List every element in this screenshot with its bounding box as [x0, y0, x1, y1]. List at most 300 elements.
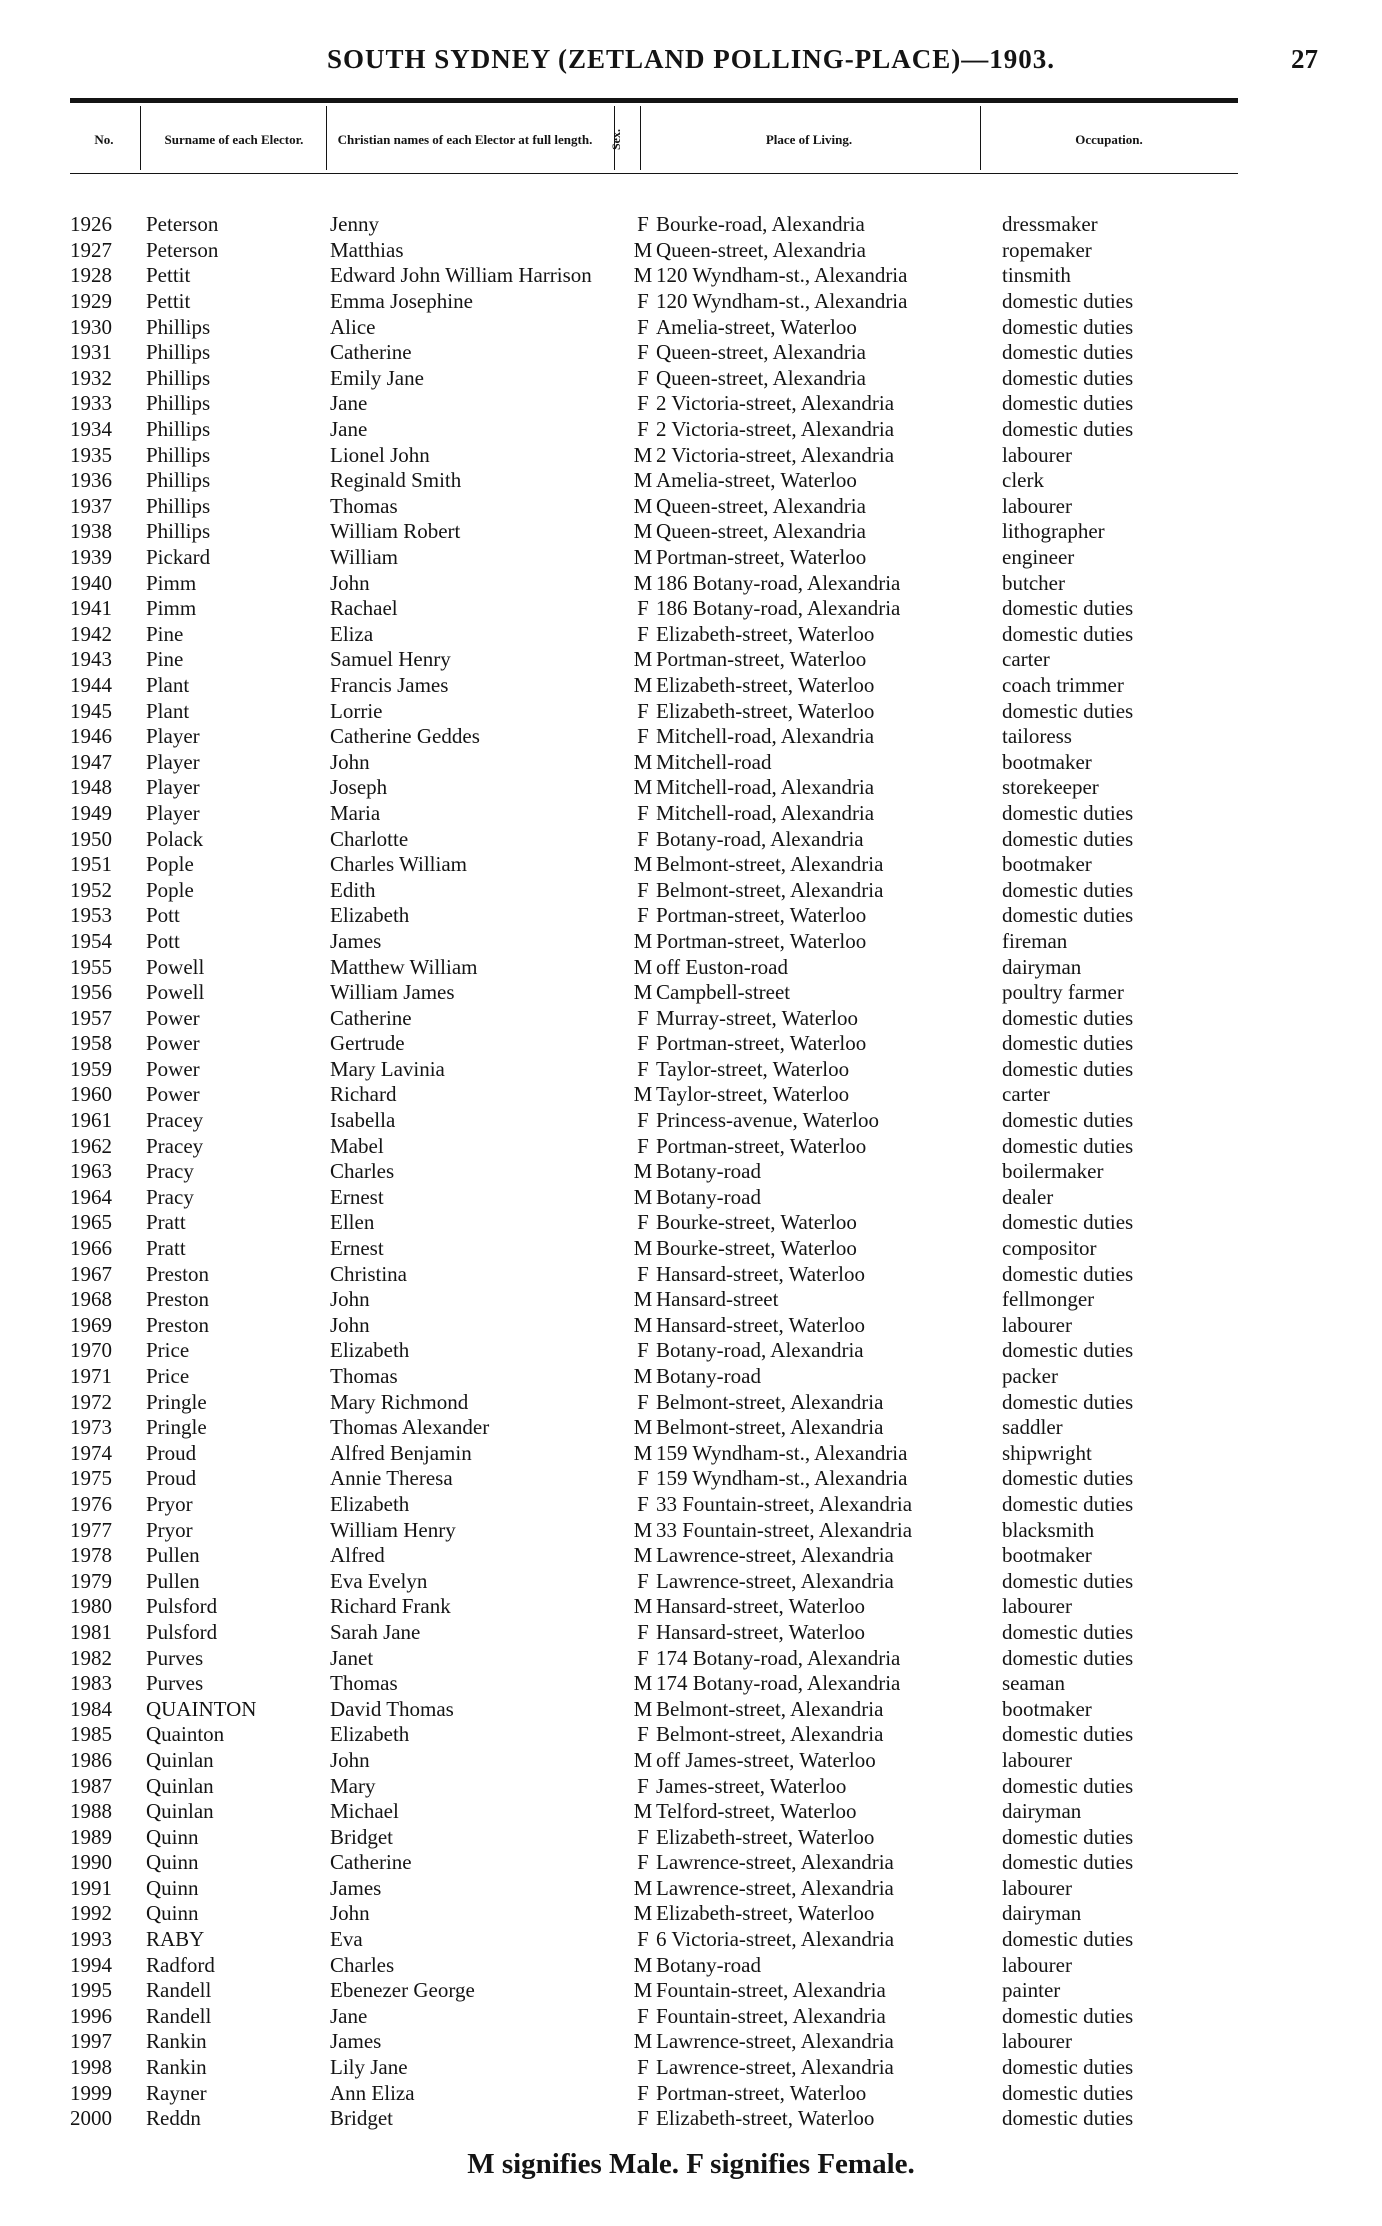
table-row — [70, 929, 1232, 955]
elector-surname: Quinn — [146, 1901, 199, 1926]
table-row — [70, 903, 1232, 929]
elector-occupation: domestic duties — [1002, 1568, 1134, 1593]
elector-occupation: blacksmith — [1002, 1517, 1095, 1542]
elector-number: 1941 — [70, 596, 112, 621]
elector-sex: M — [633, 1952, 653, 1977]
elector-place-of-living: 120 Wyndham-st., Alexandria — [656, 289, 908, 314]
elector-surname: Phillips — [146, 391, 211, 416]
elector-occupation: labourer — [1002, 2029, 1072, 2054]
elector-occupation: engineer — [1002, 545, 1075, 570]
elector-number: 1981 — [70, 1619, 112, 1644]
elector-occupation: domestic duties — [1002, 826, 1134, 851]
elector-occupation: domestic duties — [1002, 1466, 1134, 1491]
elector-place-of-living: Amelia-street, Waterloo — [656, 468, 857, 493]
table-row — [70, 1543, 1232, 1569]
elector-occupation: labourer — [1002, 1312, 1072, 1337]
elector-sex: F — [637, 289, 649, 314]
elector-sex: F — [637, 340, 649, 365]
elector-occupation: domestic duties — [1002, 2003, 1134, 2028]
elector-christian-names: John — [330, 1287, 370, 1312]
elector-christian-names: Edward John William Harrison — [330, 263, 592, 288]
table-row — [70, 2106, 1232, 2132]
elector-occupation: domestic duties — [1002, 1005, 1134, 1030]
elector-number: 1932 — [70, 365, 112, 390]
elector-sex: F — [637, 1773, 649, 1798]
elector-sex: F — [637, 1108, 649, 1133]
column-divider — [980, 106, 981, 170]
elector-occupation: labourer — [1002, 1875, 1072, 1900]
elector-occupation: domestic duties — [1002, 340, 1134, 365]
elector-surname: Phillips — [146, 365, 211, 390]
elector-occupation: storekeeper — [1002, 775, 1099, 800]
elector-occupation: domestic duties — [1002, 1722, 1134, 1747]
elector-christian-names: John — [330, 1312, 370, 1337]
elector-number: 1958 — [70, 1031, 112, 1056]
table-row — [70, 801, 1232, 827]
table-row — [70, 1824, 1232, 1850]
elector-occupation: domestic duties — [1002, 289, 1134, 314]
elector-number: 1967 — [70, 1261, 112, 1286]
elector-number: 1993 — [70, 1927, 112, 1952]
elector-number: 1970 — [70, 1338, 112, 1363]
table-row — [70, 1210, 1232, 1236]
elector-christian-names: Mary — [330, 1773, 376, 1798]
elector-christian-names: Francis James — [330, 672, 449, 697]
table-row — [70, 1799, 1232, 1825]
elector-surname: Pringle — [146, 1389, 207, 1414]
elector-sex: F — [637, 1261, 649, 1286]
elector-occupation: domestic duties — [1002, 621, 1134, 646]
elector-christian-names: Catherine — [330, 1850, 412, 1875]
elector-sex: F — [637, 1005, 649, 1030]
elector-occupation: dealer — [1002, 1184, 1054, 1209]
elector-place-of-living: Amelia-street, Waterloo — [656, 314, 857, 339]
elector-surname: Phillips — [146, 493, 211, 518]
elector-christian-names: Matthias — [330, 237, 404, 262]
elector-surname: Pulsford — [146, 1619, 218, 1644]
elector-place-of-living: Queen-street, Alexandria — [656, 519, 866, 544]
elector-sex: M — [633, 1747, 653, 1772]
elector-sex: M — [633, 1696, 653, 1721]
elector-occupation: domestic duties — [1002, 1389, 1134, 1414]
elector-surname: Pryor — [146, 1491, 193, 1516]
elector-christian-names: Edith — [330, 877, 376, 902]
elector-occupation: domestic duties — [1002, 1773, 1134, 1798]
table-row — [70, 1389, 1232, 1415]
elector-christian-names: Ellen — [330, 1210, 375, 1235]
elector-occupation: tinsmith — [1002, 263, 1071, 288]
elector-sex: M — [633, 1415, 653, 1440]
elector-sex: F — [637, 365, 649, 390]
elector-occupation: tailoress — [1002, 724, 1072, 749]
elector-sex: M — [633, 775, 653, 800]
elector-sex: F — [637, 2055, 649, 2080]
elector-surname: Pringle — [146, 1415, 207, 1440]
elector-christian-names: Ernest — [330, 1184, 384, 1209]
table-row — [70, 1850, 1232, 1876]
elector-place-of-living: Hansard-street, Waterloo — [656, 1261, 866, 1286]
elector-sex: F — [637, 826, 649, 851]
elector-surname: Randell — [146, 2003, 212, 2028]
elector-occupation: dressmaker — [1002, 212, 1098, 237]
elector-sex: F — [637, 1619, 649, 1644]
elector-sex: M — [633, 468, 653, 493]
elector-number: 1947 — [70, 749, 112, 774]
elector-place-of-living: Portman-street, Waterloo — [656, 647, 867, 672]
elector-christian-names: Thomas — [330, 1364, 398, 1389]
elector-place-of-living: Hansard-street, Waterloo — [656, 1619, 866, 1644]
header-rule — [70, 98, 1238, 103]
elector-surname: Phillips — [146, 314, 211, 339]
elector-number: 1944 — [70, 672, 112, 697]
elector-christian-names: Bridget — [330, 1824, 393, 1849]
elector-christian-names: Lionel John — [330, 442, 430, 467]
elector-occupation: labourer — [1002, 442, 1072, 467]
elector-number: 1960 — [70, 1082, 112, 1107]
table-row — [70, 1261, 1232, 1287]
elector-surname: Phillips — [146, 442, 211, 467]
elector-occupation: domestic duties — [1002, 2106, 1134, 2131]
elector-christian-names: David Thomas — [330, 1696, 454, 1721]
elector-number: 1955 — [70, 954, 112, 979]
elector-place-of-living: off Euston-road — [656, 954, 788, 979]
elector-surname: Price — [146, 1364, 190, 1389]
elector-place-of-living: 2 Victoria-street, Alexandria — [656, 442, 895, 467]
elector-place-of-living: Queen-street, Alexandria — [656, 493, 866, 518]
elector-number: 1963 — [70, 1159, 112, 1184]
elector-sex: M — [633, 2029, 653, 2054]
elector-place-of-living: 6 Victoria-street, Alexandria — [656, 1927, 895, 1952]
elector-sex: M — [633, 1236, 653, 1261]
elector-sex: M — [633, 1184, 653, 1209]
elector-sex: F — [637, 1031, 649, 1056]
elector-surname: Quinlan — [146, 1773, 214, 1798]
elector-place-of-living: Botany-road — [656, 1364, 761, 1389]
elector-sex: M — [633, 1875, 653, 1900]
elector-christian-names: Maria — [330, 800, 381, 825]
elector-sex: M — [633, 519, 653, 544]
table-row — [70, 596, 1232, 622]
elector-christian-names: Reginald Smith — [330, 468, 462, 493]
elector-surname: Rayner — [146, 2080, 207, 2105]
table-row — [70, 1082, 1232, 1108]
elector-place-of-living: 186 Botany-road, Alexandria — [656, 570, 901, 595]
elector-christian-names: Mary Lavinia — [330, 1056, 445, 1081]
table-row — [70, 1287, 1232, 1313]
elector-occupation: butcher — [1002, 570, 1065, 595]
elector-sex: F — [637, 724, 649, 749]
elector-place-of-living: Elizabeth-street, Waterloo — [656, 2106, 875, 2131]
table-row — [70, 1671, 1232, 1697]
elector-christian-names: Mary Richmond — [330, 1389, 469, 1414]
elector-sex: M — [633, 1517, 653, 1542]
elector-christian-names: Jane — [330, 417, 368, 442]
elector-surname: Proud — [146, 1466, 197, 1491]
elector-surname: Rankin — [146, 2029, 207, 2054]
elector-place-of-living: 33 Fountain-street, Alexandria — [656, 1491, 913, 1516]
elector-occupation: domestic duties — [1002, 1927, 1134, 1952]
elector-christian-names: Jane — [330, 391, 368, 416]
table-row — [70, 468, 1232, 494]
page-title: SOUTH SYDNEY (ZETLAND POLLING-PLACE)—1903. — [326, 44, 1056, 74]
table-row — [70, 980, 1232, 1006]
elector-occupation: seaman — [1002, 1671, 1065, 1696]
table-row — [70, 366, 1232, 392]
table-row — [70, 1901, 1232, 1927]
elector-surname: Player — [146, 775, 200, 800]
table-row — [70, 1773, 1232, 1799]
elector-sex: M — [633, 1543, 653, 1568]
elector-surname: Pine — [146, 647, 184, 672]
elector-sex: F — [637, 596, 649, 621]
elector-occupation: labourer — [1002, 1952, 1072, 1977]
table-row — [70, 494, 1232, 520]
elector-sex: F — [637, 391, 649, 416]
elector-sex: M — [633, 954, 653, 979]
elector-place-of-living: Portman-street, Waterloo — [656, 928, 867, 953]
elector-number: 1927 — [70, 237, 112, 262]
elector-christian-names: Jenny — [330, 212, 379, 237]
elector-place-of-living: Hansard-street, Waterloo — [656, 1312, 866, 1337]
elector-sex: F — [637, 2106, 649, 2131]
elector-place-of-living: Bourke-street, Waterloo — [656, 1236, 857, 1261]
elector-occupation: domestic duties — [1002, 2055, 1134, 2080]
column-divider — [640, 106, 641, 170]
elector-number: 1962 — [70, 1133, 112, 1158]
elector-sex: F — [637, 417, 649, 442]
elector-surname: Power — [146, 1005, 200, 1030]
elector-surname: Pickard — [146, 545, 211, 570]
table-row — [70, 545, 1232, 571]
elector-sex: F — [637, 1466, 649, 1491]
elector-sex: M — [633, 442, 653, 467]
elector-christian-names: Janet — [330, 1645, 374, 1670]
elector-sex: F — [637, 212, 649, 237]
elector-place-of-living: Bourke-road, Alexandria — [656, 212, 865, 237]
elector-occupation: bootmaker — [1002, 1696, 1092, 1721]
elector-occupation: domestic duties — [1002, 903, 1134, 928]
elector-christian-names: John — [330, 570, 370, 595]
elector-sex: F — [637, 1927, 649, 1952]
elector-surname: Plant — [146, 672, 190, 697]
elector-surname: Peterson — [146, 237, 219, 262]
table-row — [70, 289, 1232, 315]
elector-place-of-living: Hansard-street — [656, 1287, 779, 1312]
elector-place-of-living: Mitchell-road, Alexandria — [656, 775, 875, 800]
elector-christian-names: Ebenezer George — [330, 1978, 475, 2003]
table-row — [70, 852, 1232, 878]
table-row — [70, 877, 1232, 903]
elector-occupation: dairyman — [1002, 1901, 1082, 1926]
elector-christian-names: Emily Jane — [330, 365, 424, 390]
elector-number: 1931 — [70, 340, 112, 365]
column-header-occupation: Occupation. — [1075, 132, 1143, 147]
elector-sex: F — [637, 1568, 649, 1593]
elector-place-of-living: Elizabeth-street, Waterloo — [656, 1824, 875, 1849]
elector-surname: Pimm — [146, 596, 197, 621]
elector-sex: F — [637, 1850, 649, 1875]
elector-place-of-living: Hansard-street, Waterloo — [656, 1594, 866, 1619]
table-row — [70, 2029, 1232, 2055]
elector-number: 1949 — [70, 800, 112, 825]
elector-place-of-living: Portman-street, Waterloo — [656, 2080, 867, 2105]
elector-number: 1961 — [70, 1108, 112, 1133]
elector-occupation: domestic duties — [1002, 698, 1134, 723]
elector-surname: Powell — [146, 954, 205, 979]
table-row — [70, 238, 1232, 264]
table-row — [70, 314, 1232, 340]
elector-sex: F — [637, 1389, 649, 1414]
elector-christian-names: William Henry — [330, 1517, 456, 1542]
table-row — [70, 2004, 1232, 2030]
table-row — [70, 570, 1232, 596]
table-row — [70, 1696, 1232, 1722]
table-row — [70, 1492, 1232, 1518]
elector-christian-names: Richard Frank — [330, 1594, 451, 1619]
elector-sex: M — [633, 545, 653, 570]
elector-place-of-living: Portman-street, Waterloo — [656, 903, 867, 928]
elector-surname: Pullen — [146, 1543, 200, 1568]
table-row — [70, 519, 1232, 545]
elector-occupation: domestic duties — [1002, 1056, 1134, 1081]
elector-christian-names: William — [330, 545, 398, 570]
elector-sex: M — [633, 1978, 653, 2003]
elector-surname: Purves — [146, 1645, 204, 1670]
table-row — [70, 1466, 1232, 1492]
elector-occupation: lithographer — [1002, 519, 1105, 544]
elector-christian-names: Samuel Henry — [330, 647, 451, 672]
elector-place-of-living: Elizabeth-street, Waterloo — [656, 698, 875, 723]
elector-number: 1929 — [70, 289, 112, 314]
elector-place-of-living: 120 Wyndham-st., Alexandria — [656, 263, 908, 288]
elector-sex: M — [633, 1312, 653, 1337]
elector-number: 1985 — [70, 1722, 112, 1747]
elector-place-of-living: Taylor-street, Waterloo — [656, 1056, 850, 1081]
elector-surname: Power — [146, 1082, 200, 1107]
sex-legend: M signifies Male. F signifies Female. — [467, 2148, 915, 2180]
elector-sex: M — [633, 980, 653, 1005]
column-header-place: Place of Living. — [765, 132, 853, 147]
elector-occupation: painter — [1002, 1978, 1061, 2003]
elector-number: 1975 — [70, 1466, 112, 1491]
elector-surname: Pople — [146, 877, 194, 902]
elector-occupation: domestic duties — [1002, 1261, 1134, 1286]
elector-place-of-living: 159 Wyndham-st., Alexandria — [656, 1440, 908, 1465]
elector-place-of-living: Botany-road — [656, 1184, 761, 1209]
elector-occupation: fireman — [1002, 928, 1068, 953]
elector-occupation: boilermaker — [1002, 1159, 1104, 1184]
elector-number: 1990 — [70, 1850, 112, 1875]
elector-occupation: compositor — [1002, 1236, 1097, 1261]
elector-sex: M — [633, 1440, 653, 1465]
table-row — [70, 673, 1232, 699]
elector-surname: Quinn — [146, 1850, 199, 1875]
elector-surname: Phillips — [146, 519, 211, 544]
elector-surname: Pulsford — [146, 1594, 218, 1619]
elector-sex: M — [633, 852, 653, 877]
elector-surname: Pimm — [146, 570, 197, 595]
elector-sex: M — [633, 928, 653, 953]
elector-christian-names: Charles — [330, 1159, 395, 1184]
elector-number: 2000 — [70, 2106, 112, 2131]
table-row — [70, 263, 1232, 289]
elector-number: 1945 — [70, 698, 112, 723]
elector-number: 1957 — [70, 1005, 112, 1030]
elector-number: 1988 — [70, 1799, 112, 1824]
elector-place-of-living: Botany-road, Alexandria — [656, 826, 864, 851]
elector-surname: Quinn — [146, 1875, 199, 1900]
table-row — [70, 749, 1232, 775]
column-header-sex: Sex. — [609, 129, 623, 150]
elector-christian-names: James — [330, 2029, 382, 2054]
elector-sex: F — [637, 314, 649, 339]
elector-place-of-living: Fountain-street, Alexandria — [656, 1978, 886, 2003]
elector-surname: Powell — [146, 980, 205, 1005]
elector-surname: Preston — [146, 1261, 209, 1286]
elector-number: 1980 — [70, 1594, 112, 1619]
elector-surname: Quinlan — [146, 1747, 214, 1772]
elector-occupation: carter — [1002, 647, 1050, 672]
column-header-surname: Surname of each Elector. — [164, 132, 304, 147]
elector-place-of-living: Botany-road — [656, 1952, 761, 1977]
elector-occupation: fellmonger — [1002, 1287, 1095, 1312]
elector-christian-names: Charles William — [330, 852, 467, 877]
elector-sex: F — [637, 877, 649, 902]
elector-place-of-living: Fountain-street, Alexandria — [656, 2003, 886, 2028]
elector-place-of-living: Portman-street, Waterloo — [656, 545, 867, 570]
elector-number: 1984 — [70, 1696, 112, 1721]
table-row — [70, 1620, 1232, 1646]
table-row — [70, 1031, 1232, 1057]
elector-place-of-living: Belmont-street, Alexandria — [656, 1722, 884, 1747]
elector-sex: F — [637, 1133, 649, 1158]
elector-sex: F — [637, 1210, 649, 1235]
elector-christian-names: Thomas Alexander — [330, 1415, 490, 1440]
elector-christian-names: Emma Josephine — [330, 289, 473, 314]
elector-number: 1951 — [70, 852, 112, 877]
table-row — [70, 212, 1232, 238]
elector-occupation: bootmaker — [1002, 749, 1092, 774]
elector-christian-names: Jane — [330, 2003, 368, 2028]
elector-occupation: domestic duties — [1002, 1133, 1134, 1158]
elector-surname: Plant — [146, 698, 190, 723]
elector-surname: Pettit — [146, 263, 191, 288]
elector-place-of-living: Lawrence-street, Alexandria — [656, 2055, 894, 2080]
elector-table — [70, 212, 1232, 2132]
elector-occupation: domestic duties — [1002, 1619, 1134, 1644]
elector-occupation: labourer — [1002, 1747, 1072, 1772]
elector-number: 1928 — [70, 263, 112, 288]
elector-christian-names: Michael — [330, 1799, 399, 1824]
elector-number: 1953 — [70, 903, 112, 928]
table-row — [70, 1185, 1232, 1211]
elector-surname: Rankin — [146, 2055, 207, 2080]
elector-sex: M — [633, 1082, 653, 1107]
table-row — [70, 1568, 1232, 1594]
elector-number: 1940 — [70, 570, 112, 595]
elector-place-of-living: Belmont-street, Alexandria — [656, 877, 884, 902]
elector-place-of-living: Queen-street, Alexandria — [656, 365, 866, 390]
elector-number: 1948 — [70, 775, 112, 800]
elector-christian-names: Catherine — [330, 1005, 412, 1030]
elector-christian-names: Eva — [330, 1927, 363, 1952]
elector-surname: Pracy — [146, 1184, 194, 1209]
table-row — [70, 1722, 1232, 1748]
elector-sex: F — [637, 2080, 649, 2105]
elector-christian-names: Thomas — [330, 1671, 398, 1696]
elector-number: 1991 — [70, 1875, 112, 1900]
elector-christian-names: Eva Evelyn — [330, 1568, 428, 1593]
